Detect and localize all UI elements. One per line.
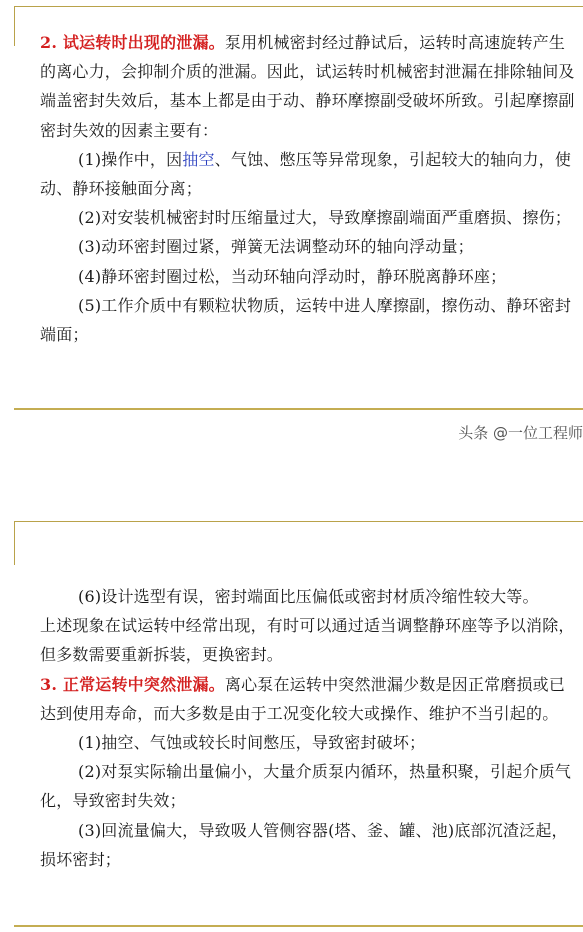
section2-heading: 2. 试运转时出现的泄漏。 — [40, 33, 225, 52]
corner-bracket — [14, 521, 15, 565]
section3-paragraph — [40, 670, 576, 728]
top-rule — [14, 521, 583, 522]
b-list-item-2: (2)对泵实际输出量偏小，大量介质泵内循环，热量积聚，引起介质气化，导致密封失效； — [40, 762, 572, 811]
section3-intro: 离心泵在运转中突然泄漏少数是因正常磨损或已达到使用寿命，而大多数是由于工况变化较大或操作、维护不当引起的。 — [40, 674, 566, 723]
list-item-1-suffix: 、气蚀、憋压等异常现象，引起较大的轴向力，使动、静环接触面分离； — [40, 149, 572, 199]
list-item-5: (5)工作介质中有颗粒状物质，运转中进人摩擦副，擦伤动、静环密封端面； — [40, 295, 572, 345]
list-item-1 — [40, 145, 576, 203]
suction-link[interactable]: 抽空 — [182, 149, 215, 169]
b-list-item-1: (1)抽空、气蚀或较长时间憋压，导致密封破坏； — [78, 733, 426, 753]
slide-content — [40, 28, 576, 349]
list-item-6: (6)设计选型有误，密封端面比压偏低或密封材质冷缩性较大等。 — [78, 587, 539, 606]
list-item-3: (3)动环密封圈过紧，弹簧无法调整动环的轴向浮动量； — [78, 237, 474, 257]
summary-paragraph: 上述现象在试运转中经常出现，有时可以通过适当调整静环座等予以消除，但多数需要重新拆装，更换密封。 — [40, 616, 575, 665]
slide-bottom — [0, 519, 583, 932]
section2-intro: 泵用机械密封经过静试后，运转时高速旋转产生的离心力，会抑制介质的泄漏。因此，试运转时机械密封泄漏在排除轴间及端盖密封失效后，基本上都是由于动、静环摩擦副受破坏所致。引起摩擦副密封失效的因素主要有： — [40, 33, 575, 140]
b-list-item-3: (3)回流量偏大，导致吸人管侧容器(塔、釜、罐、池)底部沉渣泛起，损坏密封； — [40, 820, 568, 869]
bottom-rule — [14, 408, 583, 410]
top-rule — [14, 6, 583, 7]
slide-top — [0, 0, 583, 412]
watermark: 头条 @一位工程师 — [458, 424, 583, 442]
list-item-2: (2)对安装机械密封时压缩量过大，导致摩擦副端面严重磨损、擦伤； — [78, 208, 572, 228]
list-item-4: (4)静环密封圈过松，当动环轴向浮动时，静环脱离静环座； — [78, 266, 507, 286]
slide-content — [40, 582, 576, 874]
section2-paragraph — [40, 28, 576, 145]
bottom-rule — [14, 925, 583, 927]
corner-bracket — [14, 6, 15, 46]
list-item-1-prefix: (1)操作中，因 — [78, 149, 183, 169]
section3-heading: 3. 正常运转中突然泄漏。 — [40, 674, 225, 694]
